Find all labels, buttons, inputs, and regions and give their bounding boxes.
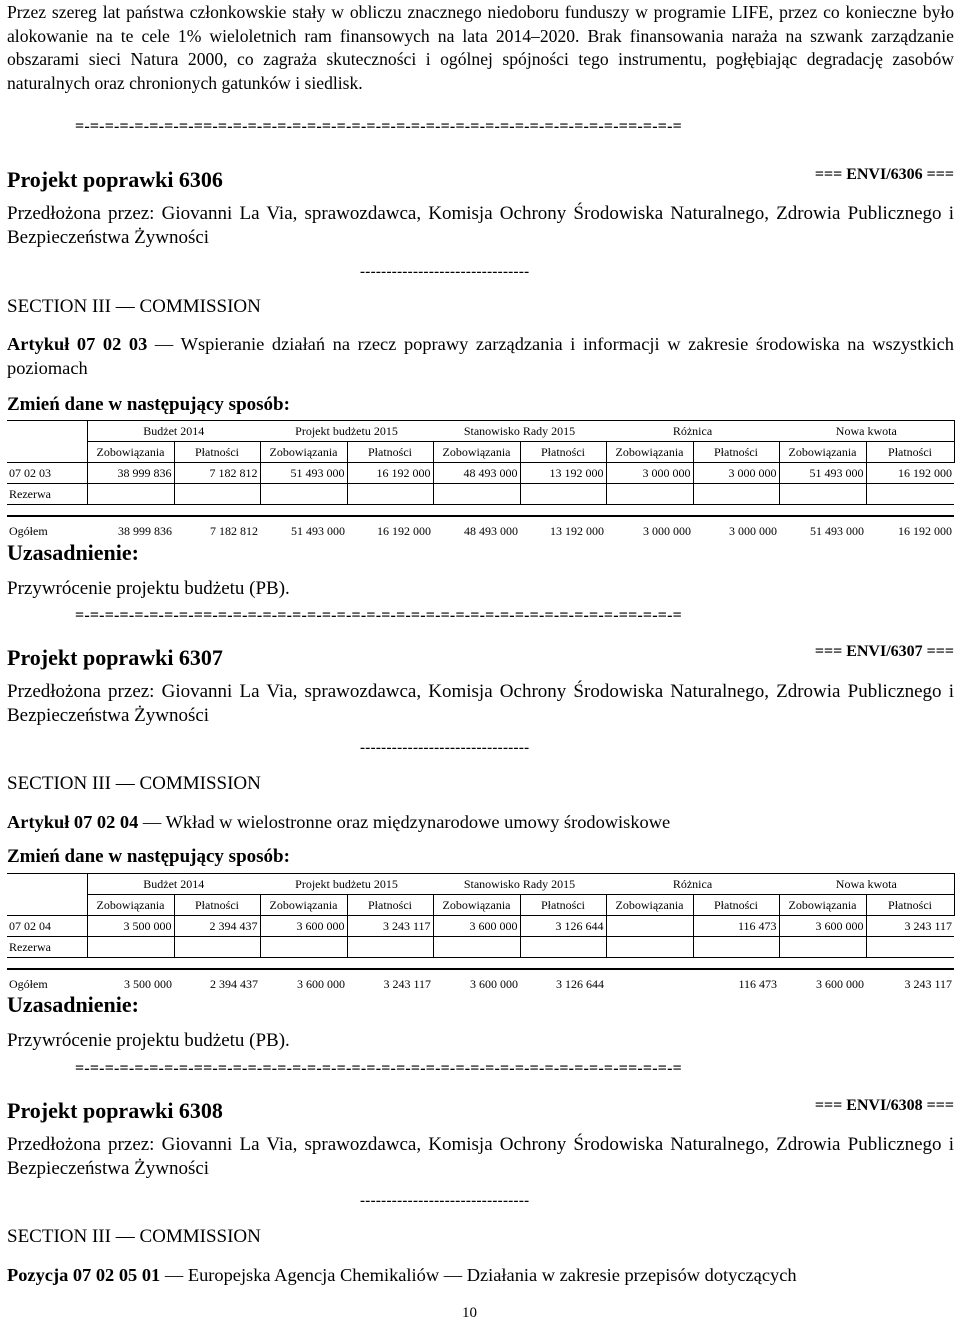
table-cell: 3 600 000 <box>260 969 347 992</box>
table-header-groups <box>7 421 954 442</box>
article-label: Pozycja 07 02 05 01 <box>7 1265 161 1285</box>
table-cell: 48 493 000 <box>433 463 520 484</box>
table-cell: 38 999 836 <box>87 516 174 539</box>
table-cell <box>606 969 693 992</box>
table-cell: 51 493 000 <box>260 463 347 484</box>
column-subhead: Płatności <box>347 442 433 463</box>
column-subhead: Płatności <box>693 895 779 916</box>
article-dash: — <box>142 812 166 832</box>
table-cell: 3 000 000 <box>693 516 779 539</box>
table-cell: 51 493 000 <box>260 516 347 539</box>
table-cell: 13 192 000 <box>520 463 606 484</box>
column-group: Nowa kwota <box>779 874 954 895</box>
amendment-code: === ENVI/6308 === <box>814 1097 954 1114</box>
column-group: Różnica <box>606 421 779 442</box>
table-cell: 51 493 000 <box>779 516 866 539</box>
table-cell: 3 500 000 <box>87 969 174 992</box>
amendment-code: === ENVI/6307 === <box>814 643 954 660</box>
submitted-by: Przedłożona przez: Giovanni La Via, sprawozdawca, Komisja Ochrony Środowiska Naturalnego, Zdrowia Publicznego i Bezpieczeństwa Żywności <box>7 203 954 248</box>
column-group: Budżet 2014 <box>87 421 260 442</box>
column-subhead: Płatności <box>866 895 954 916</box>
article-heading <box>7 332 954 380</box>
column-subhead: Zobowiązania <box>606 442 693 463</box>
column-subhead: Płatności <box>347 895 433 916</box>
table-cell: 16 192 000 <box>866 463 954 484</box>
dash-line: -------------------------------- <box>360 1193 530 1209</box>
table-cell: 3 000 000 <box>693 463 779 484</box>
table-cell: 3 126 644 <box>520 916 606 937</box>
article-title: Europejska Agencja Chemikaliów — Działania w zakresie przepisów dotyczących <box>187 1265 797 1285</box>
table-cell: 16 192 000 <box>347 463 433 484</box>
table-cell: 16 192 000 <box>347 516 433 539</box>
table-row <box>7 484 954 505</box>
article-label: Artykuł 07 02 04 <box>7 812 139 832</box>
submitted-by: Przedłożona przez: Giovanni La Via, sprawozdawca, Komisja Ochrony Środowiska Naturalnego, Zdrowia Publicznego i Bezpieczeństwa Żywności <box>7 681 954 726</box>
column-subhead: Płatności <box>520 895 606 916</box>
table-cell: 3 600 000 <box>779 969 866 992</box>
table-cell: 3 600 000 <box>433 969 520 992</box>
table-row <box>7 937 954 958</box>
table-total-row <box>7 969 954 992</box>
column-subhead: Płatności <box>174 442 260 463</box>
column-subhead: Zobowiązania <box>260 895 347 916</box>
column-subhead: Płatności <box>520 442 606 463</box>
budget-table <box>7 873 955 992</box>
row-label: 07 02 03 <box>7 463 87 484</box>
change-instruction: Zmień dane w następujący sposób: <box>7 394 290 415</box>
intro-paragraph: Przez szereg lat państwa członkowskie stały w obliczu znacznego niedoboru funduszy w programie LIFE, przez co konieczne było alokowanie na te cele 1% wieloletnich ram finansowych na lata 2014–2020. Brak finansowania naraża na szwank zarządzanie obszarami sieci Natura 2000, co zagraża skuteczności i ogólnej spójności tego instrumentu, pogłębiając degradację zasobów naturalnych oraz chronionych gatunków i siedlisk. <box>7 2 954 93</box>
column-subhead: Zobowiązania <box>87 895 174 916</box>
table-header-groups <box>7 874 954 895</box>
section-separator: =-=-=-=-=-=-=-=-==-=-=-=-=-=-=-=-=-=-=-=-=-=-=-=-=-=-=-=-=-=-=-=-=-=-=-=-==-=-=-= <box>75 118 682 135</box>
table-cell: 2 394 437 <box>174 969 260 992</box>
table-cell: 3 243 117 <box>347 969 433 992</box>
table-header-subheads <box>7 442 954 463</box>
table-cell: 3 600 000 <box>779 916 866 937</box>
table-cell: 3 000 000 <box>606 516 693 539</box>
section-heading: SECTION III — COMMISSION <box>7 773 261 794</box>
table-cell: 3 126 644 <box>520 969 606 992</box>
column-subhead: Zobowiązania <box>87 442 174 463</box>
table-cell: 3 243 117 <box>866 969 954 992</box>
column-subhead: Zobowiązania <box>433 895 520 916</box>
column-subhead: Zobowiązania <box>433 442 520 463</box>
article-label: Artykuł 07 02 03 <box>7 334 148 354</box>
amendment-title: Projekt poprawki 6306 <box>7 167 223 192</box>
table-row <box>7 463 954 484</box>
table-cell: 3 243 117 <box>866 916 954 937</box>
table-cell: 13 192 000 <box>520 516 606 539</box>
table-cell: 16 192 000 <box>866 516 954 539</box>
column-subhead: Zobowiązania <box>260 442 347 463</box>
column-subhead: Płatności <box>174 895 260 916</box>
table-total-row <box>7 516 954 539</box>
justification-text: Przywrócenie projektu budżetu (PB). <box>7 578 290 599</box>
total-label: Ogółem <box>7 516 87 539</box>
table-cell <box>606 916 693 937</box>
section-separator: =-=-=-=-=-=-=-=-==-=-=-=-=-=-=-=-=-=-=-=-=-=-=-=-=-=-=-=-=-=-=-=-=-=-=-=-==-=-=-= <box>75 1060 682 1077</box>
table-row <box>7 916 954 937</box>
article-heading <box>7 1263 954 1287</box>
amendment-title: Projekt poprawki 6307 <box>7 645 223 670</box>
page-number: 10 <box>462 1305 477 1321</box>
article-title: Wspieranie działań na rzecz poprawy zarządzania i informacji w zakresie środowiska na wszystkich poziomach <box>7 334 954 378</box>
amendment-title: Projekt poprawki 6308 <box>7 1098 223 1123</box>
row-label: 07 02 04 <box>7 916 87 937</box>
article-title: Wkład w wielostronne oraz międzynarodowe umowy środowiskowe <box>165 812 671 832</box>
column-subhead: Zobowiązania <box>779 442 866 463</box>
table-cell: 48 493 000 <box>433 516 520 539</box>
section-heading: SECTION III — COMMISSION <box>7 296 261 317</box>
column-group: Budżet 2014 <box>87 874 260 895</box>
table-cell: 3 600 000 <box>260 916 347 937</box>
table-cell: 116 473 <box>693 916 779 937</box>
table-cell: 3 600 000 <box>433 916 520 937</box>
column-subhead: Płatności <box>866 442 954 463</box>
table-cell: 7 182 812 <box>174 463 260 484</box>
table-header-subheads <box>7 895 954 916</box>
article-dash: — <box>164 1265 188 1285</box>
table-cell: 3 500 000 <box>87 916 174 937</box>
justification-heading: Uzasadnienie: <box>7 992 139 1017</box>
table-cell: 51 493 000 <box>779 463 866 484</box>
column-group: Stanowisko Rady 2015 <box>433 421 606 442</box>
justification-text: Przywrócenie projektu budżetu (PB). <box>7 1030 290 1051</box>
row-label: Rezerwa <box>7 484 87 505</box>
table-cell: 3 243 117 <box>347 916 433 937</box>
budget-table <box>7 420 955 539</box>
article-heading <box>7 810 954 834</box>
table-cell: 3 000 000 <box>606 463 693 484</box>
column-group: Stanowisko Rady 2015 <box>433 874 606 895</box>
article-dash: — <box>154 334 181 354</box>
column-subhead: Zobowiązania <box>779 895 866 916</box>
column-group: Nowa kwota <box>779 421 954 442</box>
column-subhead: Płatności <box>693 442 779 463</box>
dash-line: -------------------------------- <box>360 740 530 756</box>
column-group: Projekt budżetu 2015 <box>260 874 433 895</box>
section-heading: SECTION III — COMMISSION <box>7 1226 261 1247</box>
submitted-by: Przedłożona przez: Giovanni La Via, sprawozdawca, Komisja Ochrony Środowiska Naturalnego, Zdrowia Publicznego i Bezpieczeństwa Żywności <box>7 1134 954 1179</box>
amendment-code: === ENVI/6306 === <box>814 166 954 183</box>
column-group: Projekt budżetu 2015 <box>260 421 433 442</box>
row-label: Rezerwa <box>7 937 87 958</box>
justification-heading: Uzasadnienie: <box>7 540 139 565</box>
dash-line: -------------------------------- <box>360 264 530 280</box>
table-cell: 38 999 836 <box>87 463 174 484</box>
table-cell: 7 182 812 <box>174 516 260 539</box>
section-separator: =-=-=-=-=-=-=-=-==-=-=-=-=-=-=-=-=-=-=-=-=-=-=-=-=-=-=-=-=-=-=-=-=-=-=-=-==-=-=-= <box>75 607 682 624</box>
column-group: Różnica <box>606 874 779 895</box>
table-cell: 2 394 437 <box>174 916 260 937</box>
column-subhead: Zobowiązania <box>606 895 693 916</box>
change-instruction: Zmień dane w następujący sposób: <box>7 846 290 867</box>
total-label: Ogółem <box>7 969 87 992</box>
table-cell: 116 473 <box>693 969 779 992</box>
